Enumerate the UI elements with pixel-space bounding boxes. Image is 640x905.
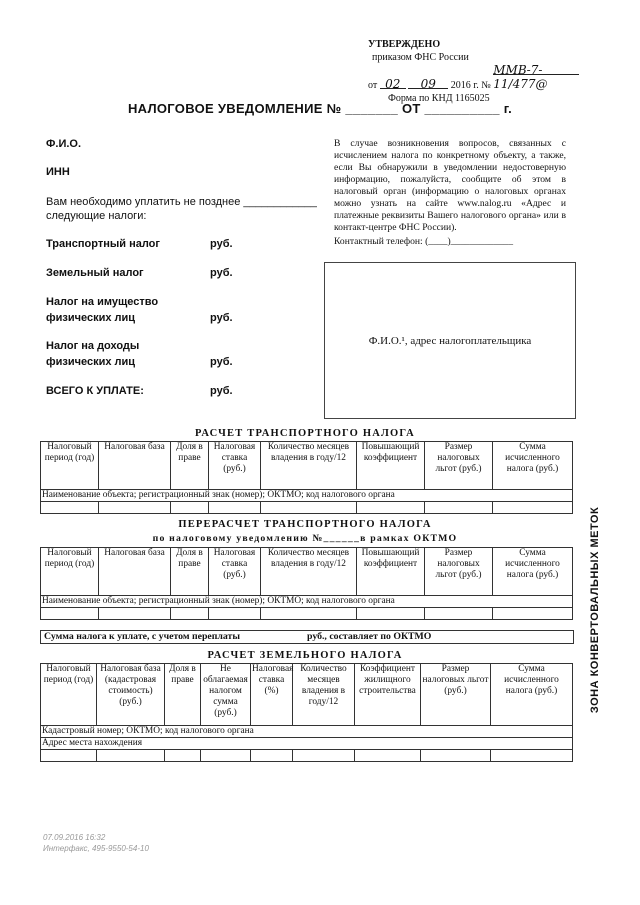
- address-box-label: Ф.И.О.¹, адрес налогоплательщика: [368, 335, 532, 347]
- pay-following-text: следующие налоги:: [46, 210, 147, 222]
- tax-income-unit: руб.: [210, 356, 233, 368]
- total-label: ВСЕГО К УПЛАТЕ:: [46, 385, 144, 397]
- recalc-blank-row: [41, 608, 573, 620]
- th-benefits: Размер налоговых льгот (руб.): [425, 442, 493, 490]
- land-section-title: РАСЧЕТ ЗЕМЕЛЬНОГО НАЛОГА: [207, 650, 403, 661]
- th-benefits: Размер налоговых льгот (руб.): [421, 664, 491, 726]
- th-share: Доля в праве: [165, 664, 201, 726]
- th-base: Налоговая база: [99, 442, 171, 490]
- handwritten-month: 09: [420, 77, 436, 91]
- info-text: В случае возникновения вопросов, связанных с исчислением налога по конкретному объекту, а также, если Вы обнаружили в уведомлении недостоверную информацию, пожалуйста, сообщите об этом в налоговый орган (информацию о налоговых органах можно узнать на сайте www.nalog.ru «Адрес и платежные реквизиты Вашего налогового органа» или в контакт-центре ФНС России).: [334, 138, 566, 233]
- land-header-row: [41, 664, 573, 726]
- th-exempt-sum: Не облагаемая налогом сумма (руб.): [201, 664, 251, 726]
- th-period: Налоговый период (год): [41, 548, 99, 596]
- tax-land-label: Земельный налог: [46, 267, 144, 279]
- recalc-header-row: [41, 548, 573, 596]
- tax-land-unit: руб.: [210, 267, 233, 279]
- tax-income-label-1: Налог на доходы: [46, 340, 140, 352]
- sum-to-pay-label: Сумма налога к уплате, с учетом переплаты: [44, 631, 241, 642]
- approval-order: приказом ФНС России: [372, 52, 469, 63]
- tax-property-label-1: Налог на имущество: [46, 296, 159, 308]
- recalc-section-title: ПЕРЕРАСЧЕТ ТРАНСПОРТНОГО НАЛОГА: [178, 519, 432, 530]
- handwritten-day: 02: [385, 77, 401, 91]
- th-rate: Налоговая ставка (руб.): [209, 442, 261, 490]
- recalc-section-subtitle: по налоговому уведомлению №______в рамках ОКТМО: [152, 533, 458, 544]
- transport-blank-row: [41, 502, 573, 514]
- land-cadastral-row: Кадастровый номер; ОКТМО; код налогового органа: [41, 726, 573, 738]
- th-housing-coef: Коэффициент жилищного строительства: [355, 664, 421, 726]
- sum-to-pay-line: [40, 630, 574, 644]
- tax-income-label-2: физических лиц: [46, 356, 136, 368]
- land-table: [40, 663, 573, 762]
- th-benefits: Размер налоговых льгот (руб.): [425, 548, 493, 596]
- approval-date-line: от 02 09 2016 г. № ММВ-7-11/477@: [368, 64, 618, 92]
- transport-table: [40, 441, 573, 514]
- th-base: Налоговая база: [99, 548, 171, 596]
- th-coef: Повышающий коэффициент: [357, 442, 425, 490]
- approval-title: УТВЕРЖДЕНО: [368, 39, 441, 50]
- contact-phone: Контактный телефон: (____)_____________: [334, 236, 514, 247]
- th-tax-sum: Сумма исчисленного налога (руб.): [491, 664, 573, 726]
- th-tax-sum: Сумма исчисленного налога (руб.): [493, 548, 573, 596]
- sum-to-pay-oktmo: руб., составляет по ОКТМО: [307, 631, 432, 642]
- land-blank-row: [41, 750, 573, 762]
- tax-property-unit: руб.: [210, 312, 233, 324]
- recalc-table: [40, 547, 573, 620]
- form-code: Форма по КНД 1165025: [388, 93, 490, 104]
- th-months: Количество месяцев владения в году/12: [261, 442, 357, 490]
- handwritten-number: ММВ-7-11/477@: [493, 63, 548, 91]
- th-months: Количество месяцев владения в году/12: [261, 548, 357, 596]
- th-period: Налоговый период (год): [41, 664, 97, 726]
- land-address-row: Адрес места нахождения: [41, 738, 573, 750]
- th-months: Количество месяцев владения в году/12: [293, 664, 355, 726]
- envelope-marks-zone: [575, 480, 615, 740]
- address-box: [324, 262, 576, 419]
- transport-header-row: [41, 442, 573, 490]
- th-share: Доля в праве: [171, 442, 209, 490]
- tax-property-label-2: физических лиц: [46, 312, 136, 324]
- th-cadastral-base: Налоговая база (кадастровая стоимость) (руб.): [97, 664, 165, 726]
- fio-label: Ф.И.О.: [46, 138, 82, 150]
- approval-block: [368, 38, 618, 105]
- transport-section-title: РАСЧЕТ ТРАНСПОРТНОГО НАЛОГА: [195, 428, 415, 439]
- th-period: Налоговый период (год): [41, 442, 99, 490]
- pay-deadline-text: Вам необходимо уплатить не позднее ____________: [46, 196, 317, 208]
- inn-label: ИНН: [46, 166, 70, 178]
- info-paragraph: [334, 138, 566, 248]
- page-title: НАЛОГОВОЕ УВЕДОМЛЕНИЕ № _______ ОТ __________ г.: [127, 101, 513, 116]
- th-share: Доля в праве: [171, 548, 209, 596]
- recalc-object-row: Наименование объекта; регистрационный знак (номер); ОКТМО; код налогового органа: [41, 596, 573, 608]
- th-rate: Налоговая ставка (руб.): [209, 548, 261, 596]
- th-coef: Повышающий коэффициент: [357, 548, 425, 596]
- transport-object-row: Наименование объекта; регистрационный знак (номер); ОКТМО; код налогового органа: [41, 490, 573, 502]
- print-stamp: 07.09.2016 16:32 Интерфакс, 495-9550-54-10: [43, 833, 149, 853]
- tax-transport-unit: руб.: [210, 238, 233, 250]
- total-unit: руб.: [210, 385, 233, 397]
- th-rate-percent: Налоговая ставка (%): [251, 664, 293, 726]
- envelope-marks-label: ЗОНА КОНВЕРТОВАЛЬНЫХ МЕТОК: [589, 506, 601, 714]
- th-tax-sum: Сумма исчисленного налога (руб.): [493, 442, 573, 490]
- tax-transport-label: Транспортный налог: [46, 238, 160, 250]
